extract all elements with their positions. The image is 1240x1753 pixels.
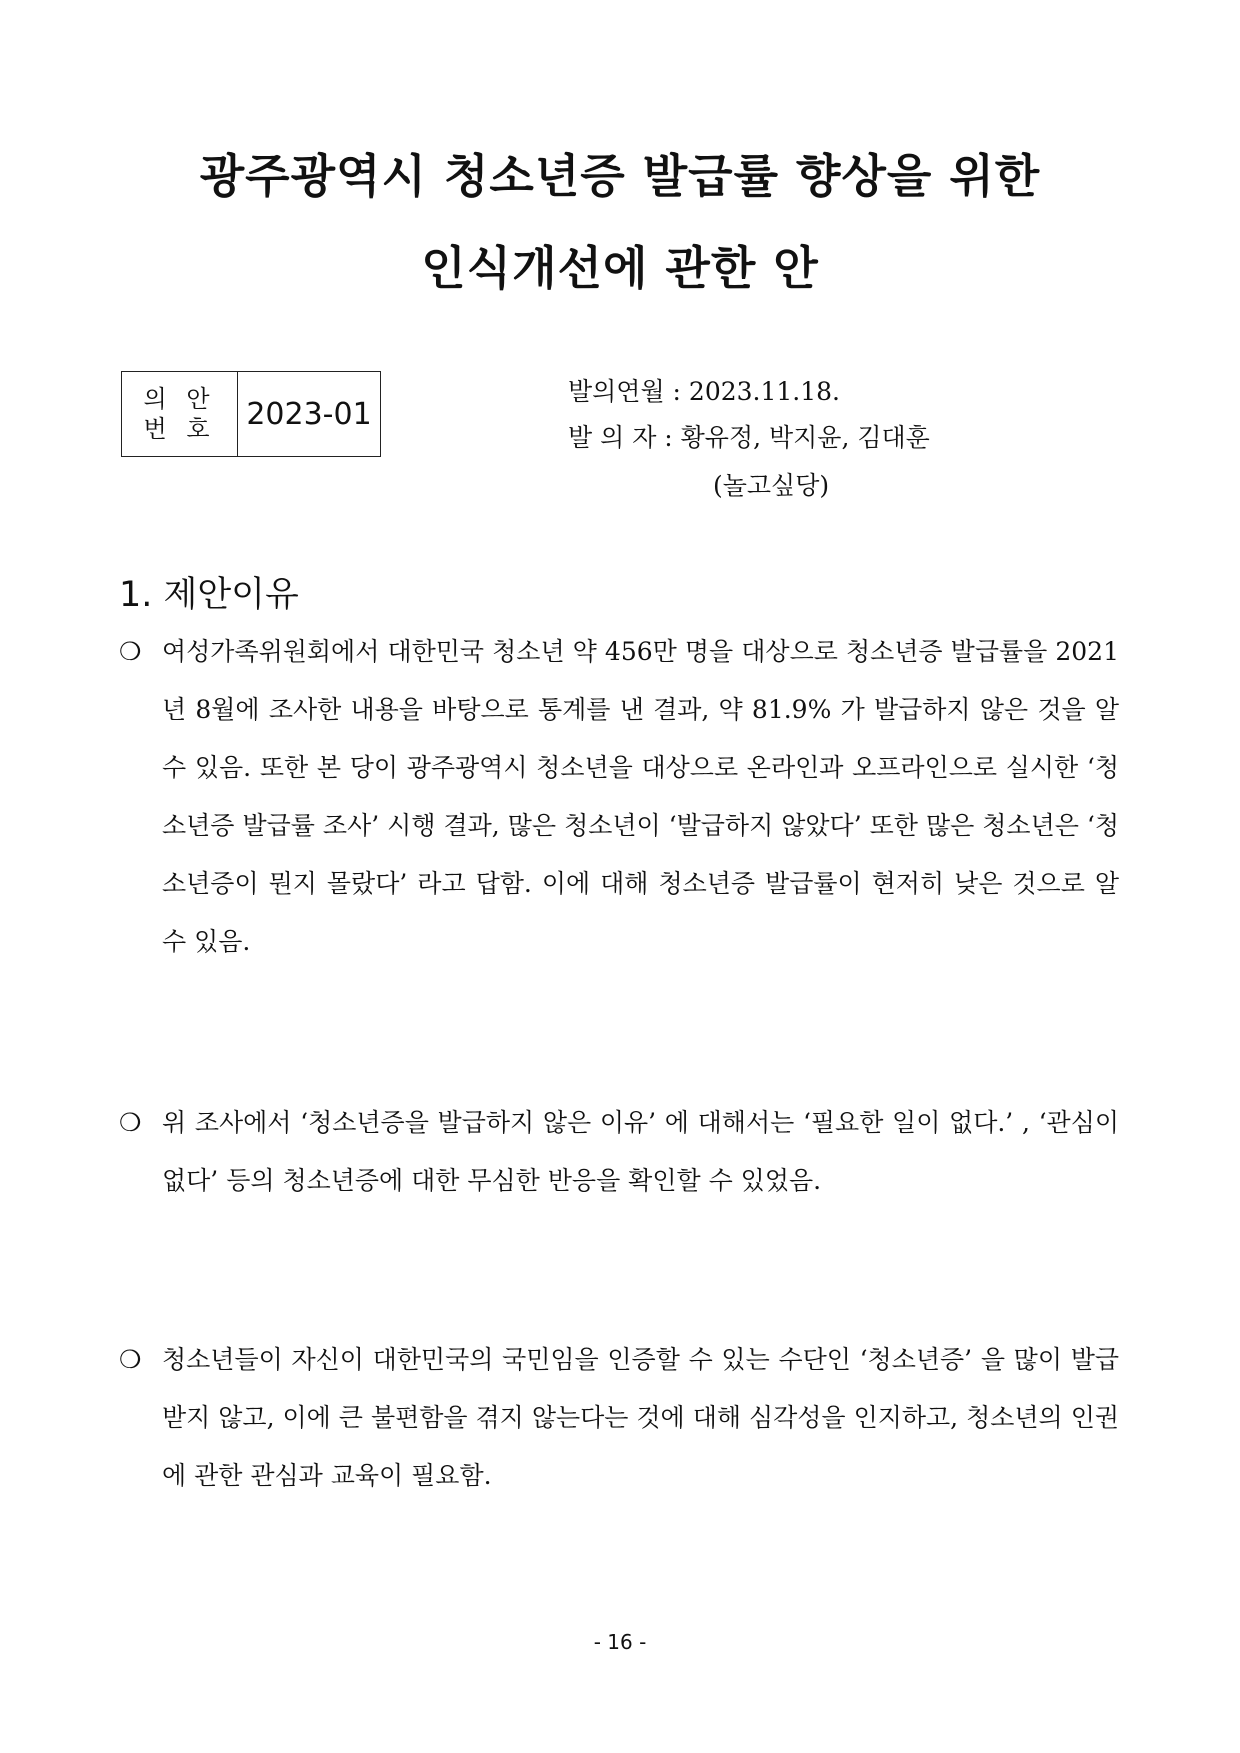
circle-bullet-icon: ❍ — [119, 1345, 142, 1374]
bullet-text: 여성가족위원회에서 대한민국 청소년 약 456만 명을 대상으로 청소년증 발급률을 2021년 8월에 조사한 내용을 바탕으로 통계를 낸 결과, 약 81.9% 가 발급하지 않은 것을 알 수 있음. 또한 본 당이 광주광역시 청소년을 대상으로 온라인과 오프라인으로 실시한 ‘청소년증 발급률 조사’ 시행 결과, 많은 청소년이 ‘발급하지 않았다’ 또한 많은 청소년은 ‘청소년증이 뭔지 몰랐다’ 라고 답함. 이에 대해 청소년증 발급률이 현저히 낮은 것으로 알 수 있음. — [162, 637, 1119, 956]
bullet-text: 청소년들이 자신이 대한민국의 국민임을 인증할 수 있는 수단인 ‘청소년증’ 을 많이 발급받지 않고, 이에 큰 불편함을 겪지 않는다는 것에 대해 심각성을 인지하고, 청소년의 인권에 관한 관심과 교육이 필요함. — [162, 1345, 1119, 1490]
proposers: 발 의 자 : 황유정, 박지윤, 김대훈 — [568, 423, 930, 452]
proposal-date: 발의연월 : 2023.11.18. — [568, 377, 841, 406]
bullet-paragraph — [119, 623, 1119, 971]
bill-label-line-2: 번 호 — [143, 415, 216, 443]
bullet-text: 위 조사에서 ‘청소년증을 발급하지 않은 이유’ 에 대해서는 ‘필요한 일이 없다.’ , ‘관심이 없다’ 등의 청소년증에 대한 무심한 반응을 확인할 수 있었음. — [162, 1108, 1119, 1195]
bill-number-box — [121, 371, 381, 457]
party-name: (놀고싶당) — [713, 471, 830, 500]
bullet-paragraph — [119, 1331, 1119, 1505]
section-heading: 1. 제안이유 — [119, 575, 299, 615]
document-title-line-1: 광주광역시 청소년증 발급률 향상을 위한 — [199, 149, 1041, 203]
bill-label-line-1: 의 안 — [143, 385, 216, 413]
bill-number-value: 2023-01 — [246, 396, 372, 432]
bill-number-label — [122, 372, 238, 456]
bullet-paragraph — [119, 1094, 1119, 1210]
page-number: - 16 - — [593, 1630, 647, 1654]
document-title-line-2: 인식개선에 관한 안 — [421, 241, 819, 295]
circle-bullet-icon: ❍ — [119, 637, 142, 666]
circle-bullet-icon: ❍ — [119, 1108, 142, 1137]
